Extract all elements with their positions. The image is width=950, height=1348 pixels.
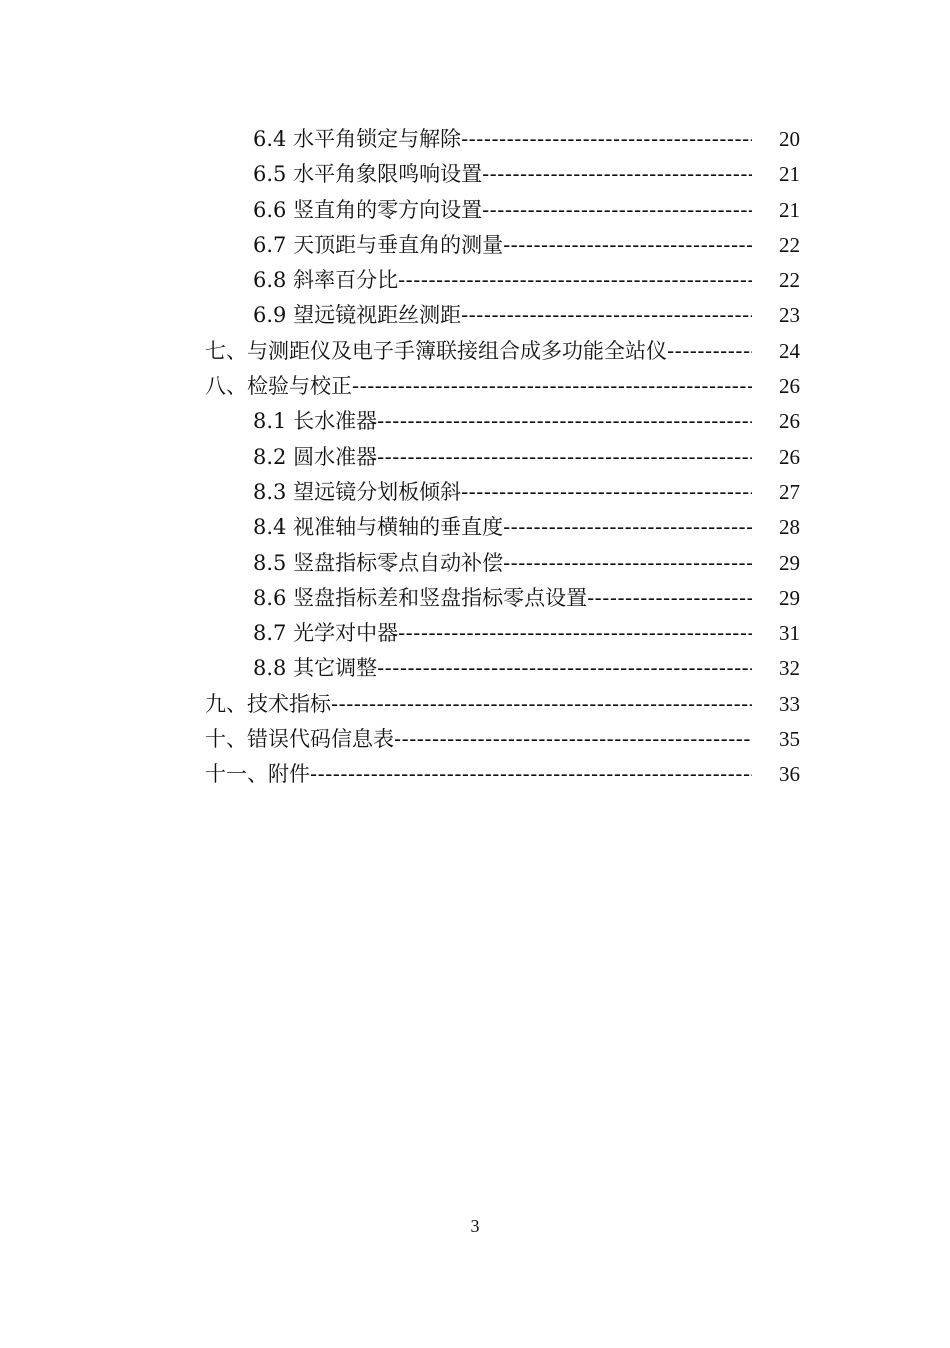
toc-entry[interactable] <box>0 581 950 616</box>
toc-entry-title: 十一、附件 <box>205 762 310 787</box>
toc-entry-title: 九、技术指标 <box>205 691 331 716</box>
toc-entry-page: 27 <box>779 479 800 504</box>
toc-entry-title: 6.8 斜率百分比 <box>253 268 399 293</box>
toc-entry[interactable] <box>0 546 950 581</box>
toc-entry-page: 32 <box>779 656 800 681</box>
toc-entry-page: 29 <box>779 550 800 575</box>
toc-entry-page: 24 <box>779 338 800 363</box>
toc-entry[interactable] <box>0 193 950 228</box>
toc-leader <box>667 334 752 369</box>
toc-entry[interactable] <box>0 404 950 439</box>
toc-entry-title: 8.4 视准轴与横轴的垂直度 <box>253 515 504 540</box>
toc-leader <box>461 298 752 333</box>
toc-entry[interactable] <box>0 510 950 545</box>
toc-entry-page: 23 <box>779 303 800 328</box>
toc-leader <box>503 228 752 263</box>
toc-entry-page: 21 <box>779 162 800 187</box>
toc-leader <box>377 404 752 439</box>
toc-entry[interactable] <box>0 263 950 298</box>
toc-entry-page: 26 <box>779 444 800 469</box>
toc-leader <box>482 193 752 228</box>
toc-leader <box>503 546 752 581</box>
page-number: 3 <box>470 1216 480 1236</box>
toc-leader <box>398 616 752 651</box>
toc-entry-title: 八、检验与校正 <box>205 374 352 399</box>
toc-entry[interactable] <box>0 440 950 475</box>
toc-leader <box>310 757 752 792</box>
toc-entry-page: 22 <box>779 268 800 293</box>
toc-entry-page: 31 <box>779 621 800 646</box>
toc-entry-title: 8.1 长水准器 <box>253 409 378 434</box>
toc-entry-title: 6.7 天顶距与垂直角的测量 <box>253 232 504 257</box>
toc-entry[interactable] <box>0 298 950 333</box>
toc-entry[interactable] <box>0 757 950 792</box>
toc-entry[interactable] <box>0 616 950 651</box>
toc-entry-page: 21 <box>779 197 800 222</box>
toc-entry-title: 七、与测距仪及电子手簿联接组合成多功能全站仪 <box>205 338 667 363</box>
toc-entry-page: 22 <box>779 232 800 257</box>
toc-leader <box>377 651 752 686</box>
toc-entry-title: 8.8 其它调整 <box>253 656 378 681</box>
toc-entry-title: 8.2 圆水准器 <box>253 444 378 469</box>
toc-leader <box>482 157 752 192</box>
toc-leader <box>394 722 752 757</box>
toc-entry-page: 26 <box>779 374 800 399</box>
toc-entry-title: 6.9 望远镜视距丝测距 <box>253 303 462 328</box>
toc-entry-page: 20 <box>779 127 800 151</box>
toc-leader <box>377 440 752 475</box>
toc-entry-title: 8.7 光学对中器 <box>253 621 399 646</box>
toc-entry-page: 28 <box>779 515 800 540</box>
toc-entry-page: 33 <box>779 691 800 716</box>
toc-entry-title: 8.3 望远镜分划板倾斜 <box>253 479 462 504</box>
toc-entry[interactable] <box>0 475 950 510</box>
toc-entry-title: 6.4 水平角锁定与解除 <box>253 127 462 151</box>
toc-leader <box>398 263 752 298</box>
toc-leader <box>352 369 752 404</box>
toc-entry-page: 29 <box>779 585 800 610</box>
toc-entry[interactable] <box>0 228 950 263</box>
toc-entry[interactable] <box>0 687 950 722</box>
table-of-contents <box>0 122 950 793</box>
toc-leader <box>331 687 752 722</box>
toc-leader <box>587 581 752 616</box>
toc-entry-page: 26 <box>779 409 800 434</box>
toc-entry[interactable] <box>0 157 950 192</box>
toc-entry[interactable] <box>0 369 950 404</box>
toc-entry-title: 6.5 水平角象限鸣响设置 <box>253 162 483 187</box>
toc-entry[interactable] <box>0 334 950 369</box>
toc-entry-title: 十、错误代码信息表 <box>205 727 394 752</box>
toc-entry[interactable] <box>0 122 950 157</box>
toc-leader <box>461 475 752 510</box>
toc-leader <box>461 122 752 157</box>
toc-entry[interactable] <box>0 722 950 757</box>
toc-leader <box>503 510 752 545</box>
toc-entry-title: 8.5 竖盘指标零点自动补偿 <box>253 550 504 575</box>
toc-entry-page: 36 <box>779 762 800 787</box>
toc-entry[interactable] <box>0 651 950 686</box>
toc-entry-title: 6.6 竖直角的零方向设置 <box>253 197 483 222</box>
toc-entry-page: 35 <box>779 727 800 752</box>
toc-entry-title: 8.6 竖盘指标差和竖盘指标零点设置 <box>253 585 588 610</box>
